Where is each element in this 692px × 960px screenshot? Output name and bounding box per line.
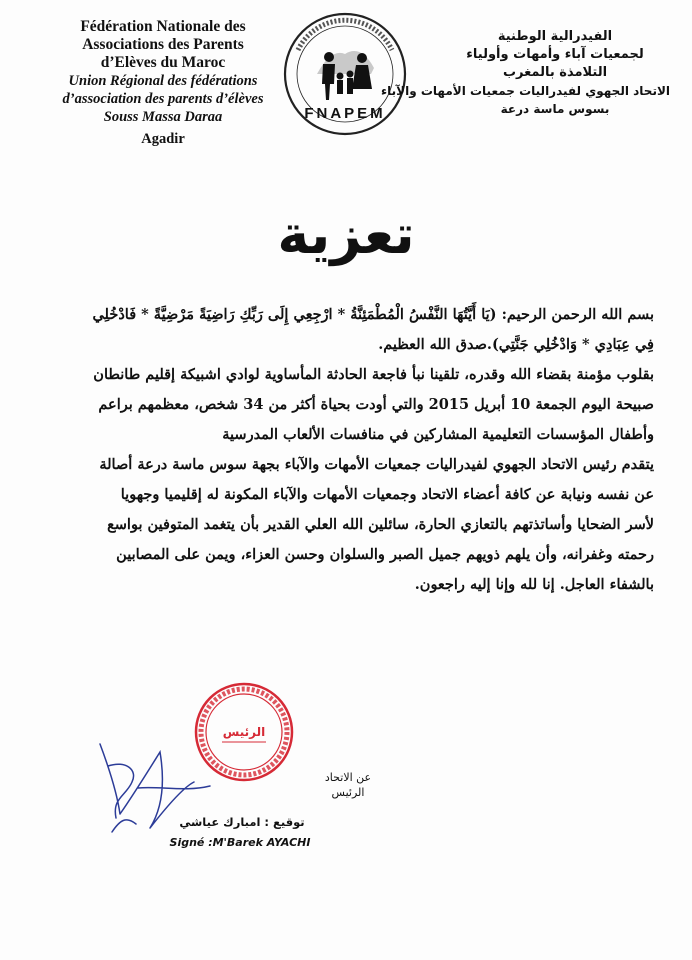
org-line1: عن الاتحاد [324, 771, 372, 784]
signer-name-french: Signé :M'Barek AYACHI [169, 836, 311, 849]
header-fr-line4: Union Régional des fédérations [68, 73, 258, 89]
body-line: صبيحة اليوم الجمعة 10 أبريل 2015 والتي أودت بحياة أكثر من 34 شخص، معظمهم براعم [98, 396, 654, 413]
org-line2: الرئيس [331, 786, 365, 799]
header-ar-line2: لجمعيات آباء وأمهات وأولياء [466, 47, 644, 62]
stamp-text: الرئيس [222, 725, 266, 739]
signature-organization [318, 770, 378, 800]
body-line: لأسر الضحايا وأساتذتهم بالتعازي الحارة، سائلين الله العلي القدير بأن يتغمد المتوفين بواسع [107, 516, 654, 533]
body-line: يتقدم رئيس الاتحاد الجهوي لفيدراليات جمعيات الأمهات والآباء بجهة سوس ماسة درعة أصالة [99, 456, 654, 473]
header-fr-line1: Fédération Nationale des [80, 18, 246, 35]
body-line: بسم الله الرحمن الرحيم: (يَا أَيَّتُهَا النَّفْسُ الْمُطْمَئِنَّةُ * ارْجِعِي إِلَى رَبِّكِ رَاضِيَةً مَرْضِيَّةً * فَادْخُلِي [92, 306, 654, 323]
fnapem-logo [270, 10, 420, 138]
header-fr-line2: Associations des Parents [82, 36, 244, 53]
header-french [58, 18, 268, 148]
header-ar-line3: التلامذة بالمغرب [502, 65, 608, 80]
body-text [24, 300, 654, 600]
header-fr-line5: d’association des parents d’élèves [62, 91, 264, 107]
signer-name-arabic: توقيع : امبارك عياشي [179, 815, 305, 829]
header-fr-line6: Souss Massa Daraa [103, 109, 223, 125]
header-fr-city: Agadir [141, 131, 185, 147]
body-line: بالشفاء العاجل. إنا لله وإنا إليه راجعون. [414, 576, 654, 593]
header-ar-line1: الفيدرالية الوطنية [497, 29, 613, 44]
body-line: فِي عِبَادِي * وَادْخُلِي جَنَّتِي).صدق الله العظيم. [378, 336, 654, 353]
body-line: وأطفال المؤسسات التعليمية المشاركين في منافسات الألعاب المدرسية [222, 426, 654, 443]
body-line: عن نفسه ونيابة عن كافة أعضاء الاتحاد وجمعيات الأمهات والآباء المكونة له إقليميا وجهويا [120, 486, 654, 503]
header-ar-line5: بسوس ماسة درعة [500, 102, 610, 116]
document-title: تعزية [277, 203, 415, 266]
body-line: بقلوب مؤمنة بقضاء الله وقدره، تلقينا نبأ فاجعة الحادثة المأساوية لوادي اشبيكة إقليم طانطان [93, 366, 654, 383]
header-arabic [381, 28, 670, 118]
header-ar-line4: الاتحاد الجهوي لفيدراليات جمعيات الأمهات والآباء [381, 84, 670, 98]
header-fr-line3: d’Elèves du Maroc [100, 54, 226, 71]
body-line: رحمته وغفرانه، وأن يلهم ذويهم جميل الصبر والسلوان وحسن العزاء، ويمن على المصابين [116, 546, 654, 563]
logo-text: FNAPEM [304, 105, 386, 122]
